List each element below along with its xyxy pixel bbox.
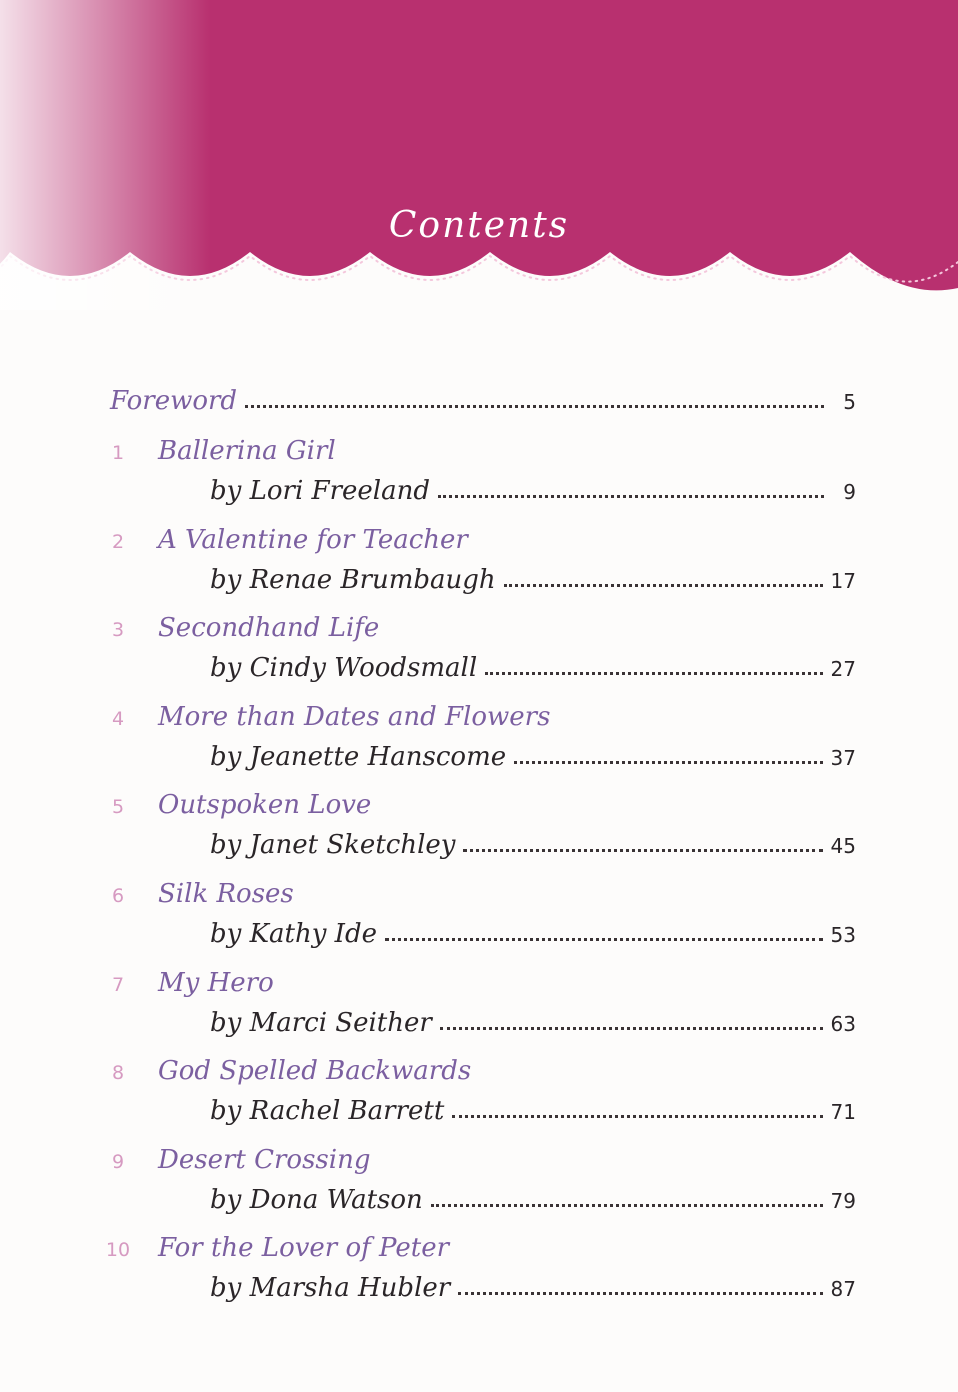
dot-leader <box>514 761 822 764</box>
chapter-page-number: 17 <box>830 569 856 593</box>
chapter-entry[interactable] <box>0 1145 958 1215</box>
chapter-number: 10 <box>105 1239 131 1261</box>
chapter-entry[interactable] <box>0 525 958 595</box>
chapter-page-number: 79 <box>830 1189 856 1213</box>
chapter-page-number: 37 <box>830 746 856 770</box>
chapter-page-number: 53 <box>830 923 856 947</box>
chapter-number: 5 <box>111 796 125 818</box>
chapter-number: 9 <box>111 1151 125 1173</box>
chapter-author: by Janet Sketchley <box>210 830 456 860</box>
chapter-author: by Jeanette Hanscome <box>210 742 507 772</box>
foreword-label: Foreword <box>110 386 238 416</box>
chapter-title: Outspoken Love <box>158 790 372 820</box>
dot-leader <box>440 1027 823 1030</box>
author-line <box>210 561 856 595</box>
author-line <box>210 472 856 506</box>
chapter-page-number: 87 <box>830 1277 856 1301</box>
chapter-number: 2 <box>111 531 125 553</box>
author-line <box>210 1092 856 1126</box>
chapter-title: Secondhand Life <box>158 613 380 643</box>
dot-leader <box>463 849 822 852</box>
chapter-entry[interactable] <box>0 1056 958 1126</box>
author-line <box>210 915 856 949</box>
chapter-author: by Marci Seither <box>210 1008 432 1038</box>
author-line <box>210 738 856 772</box>
header-banner <box>0 0 958 310</box>
chapter-entry[interactable] <box>0 1233 958 1303</box>
dot-leader <box>438 495 824 498</box>
chapter-title: Ballerina Girl <box>158 436 336 466</box>
foreword-page-number: 5 <box>843 390 856 414</box>
chapter-number: 3 <box>111 619 125 641</box>
author-line <box>210 826 856 860</box>
chapter-entry[interactable] <box>0 702 958 772</box>
chapter-page-number: 27 <box>830 657 856 681</box>
author-line <box>210 1004 856 1038</box>
chapter-number: 8 <box>111 1062 125 1084</box>
chapter-entry[interactable] <box>0 613 958 683</box>
chapter-title: God Spelled Backwards <box>158 1056 472 1086</box>
chapter-author: by Dona Watson <box>210 1185 423 1215</box>
chapter-page-number: 9 <box>843 480 856 504</box>
dot-leader <box>504 584 823 587</box>
chapter-page-number: 71 <box>830 1100 856 1124</box>
chapter-title: My Hero <box>158 968 274 998</box>
chapter-entry[interactable] <box>0 879 958 949</box>
chapter-author: by Renae Brumbaugh <box>210 565 496 595</box>
chapter-page-number: 63 <box>830 1012 856 1036</box>
chapter-author: by Cindy Woodsmall <box>210 653 478 683</box>
chapter-number: 7 <box>111 974 125 996</box>
chapter-title: Desert Crossing <box>158 1145 371 1175</box>
dot-leader <box>245 405 824 408</box>
dot-leader <box>431 1204 823 1207</box>
dot-leader <box>452 1115 822 1118</box>
dot-leader <box>485 672 822 675</box>
scalloped-banner-graphic <box>0 0 958 310</box>
chapter-number: 6 <box>111 885 125 907</box>
foreword-row[interactable] <box>0 382 958 416</box>
chapter-author: by Kathy Ide <box>210 919 377 949</box>
dot-leader <box>385 938 823 941</box>
author-line <box>210 1269 856 1303</box>
chapter-author: by Marsha Hubler <box>210 1273 451 1303</box>
author-line <box>210 1181 856 1215</box>
chapter-number: 4 <box>111 708 125 730</box>
chapter-title: For the Lover of Peter <box>158 1233 450 1263</box>
chapter-entry[interactable] <box>0 436 958 506</box>
chapter-entry[interactable] <box>0 790 958 860</box>
chapter-author: by Rachel Barrett <box>210 1096 445 1126</box>
chapter-title: More than Dates and Flowers <box>158 702 551 732</box>
author-line <box>210 649 856 683</box>
chapter-title: Silk Roses <box>158 879 294 909</box>
chapter-entry[interactable] <box>0 968 958 1038</box>
chapter-title: A Valentine for Teacher <box>158 525 468 555</box>
chapter-author: by Lori Freeland <box>210 476 430 506</box>
page-title: Contents <box>388 205 570 246</box>
chapter-number: 1 <box>111 442 125 464</box>
dot-leader <box>458 1292 822 1295</box>
chapter-page-number: 45 <box>830 834 856 858</box>
